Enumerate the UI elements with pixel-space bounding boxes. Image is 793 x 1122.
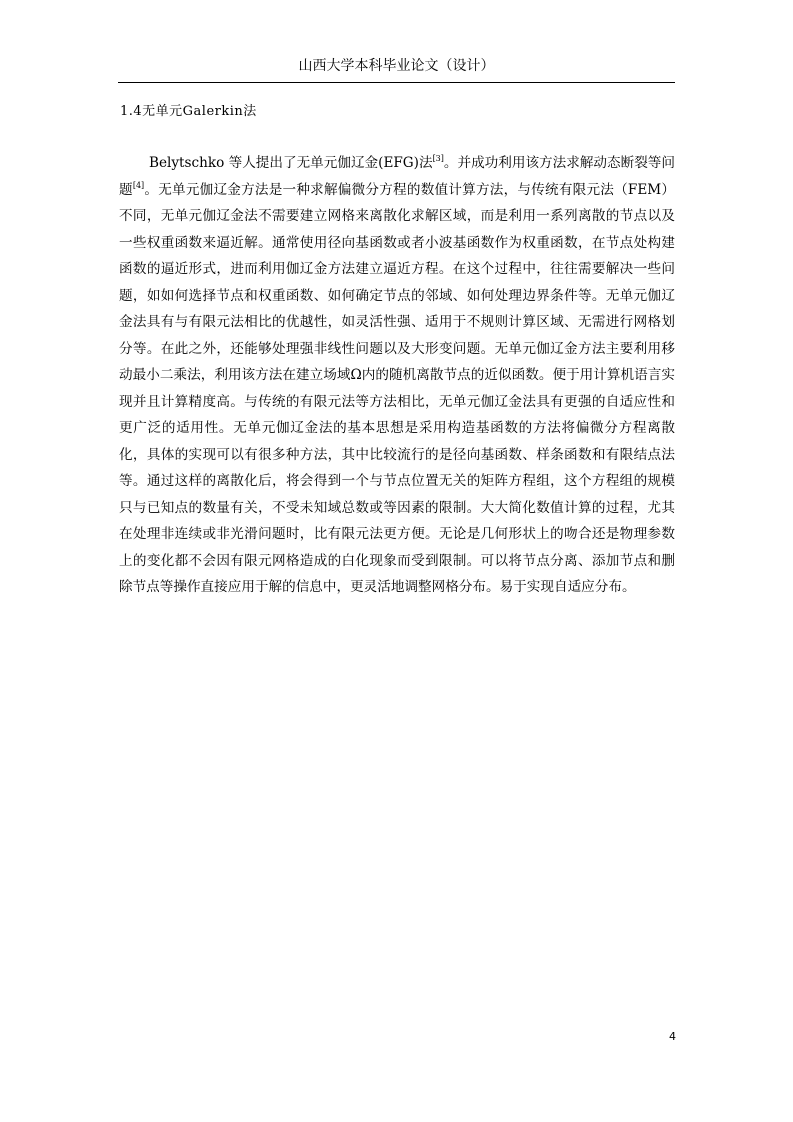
text-segment: 。并成功利用该方法求解动态断裂等问题 (119, 155, 675, 198)
text-segment: Belytschko 等人提出了无单元伽辽金(EFG)法 (149, 155, 433, 171)
citation-ref-3[interactable]: [3] (432, 154, 444, 163)
section-heading: 1.4无单元Galerkin法 (120, 104, 257, 119)
page-number: 4 (669, 1030, 676, 1043)
header-divider (118, 82, 675, 83)
paragraph-text (119, 150, 675, 601)
body-paragraph (119, 150, 675, 601)
running-header: 山西大学本科毕业论文（设计） (298, 58, 495, 74)
citation-ref-4[interactable]: [4] (132, 180, 145, 190)
text-segment: 。无单元伽辽金方法是一种求解偏微分方程的数值计算方法，与传统有限元法（FEM）不同，无单元伽辽金法不需要建立网格来离散化求解区域，而是利用一系列离散的节点以及一些权重函数来逼近解。通常使用径向基函数或者小波基函数作为权重函数，在节点处构建函数的逼近形式，进而利用伽辽金方法建立逼近方程。在这个过程中，往往需要解决一些问题，如如何选择节点和权重函数、如何确定节点的邻域、如何处理边界条件等。无单元伽辽金法具有与有限元法相比的优越性，如灵活性强、适用于不规则计算区域、无需进行网格划分等。在此之外，还能够处理强非线性问题以及大形变问题。无单元伽辽金方法主要利用移动最小二乘法，利用该方法在建立场域Ω内的随机离散节点的近似函数。便于用计算机语言实现并且计算精度高。与传统的有限元法等方法相比，无单元伽辽金法具有更强的自适应性和更广泛的适用性。无单元伽辽金法的基本思想是采用构造基函数的方法将偏微分方程离散化，具体的实现可以有很多种方法，其中比较流行的是径向基函数、样条函数和有限结点法等。通过这样的离散化后，将会得到一个与节点位置无关的矩阵方程组，这个方程组的规模只与已知点的数量有关，不受未知域总数或等因素的限制。大大简化数值计算的过程，尤其在处理非连续或非光滑问题时，比有限元法更方便。无论是几何形状上的吻合还是物理参数上的变化都不会因有限元网格造成的白化现象而受到限制。可以将节点分离、添加节点和删除节点等操作直接应用于解的信息中，更灵活地调整网格分布。易于实现自适应分布。 (119, 181, 676, 595)
